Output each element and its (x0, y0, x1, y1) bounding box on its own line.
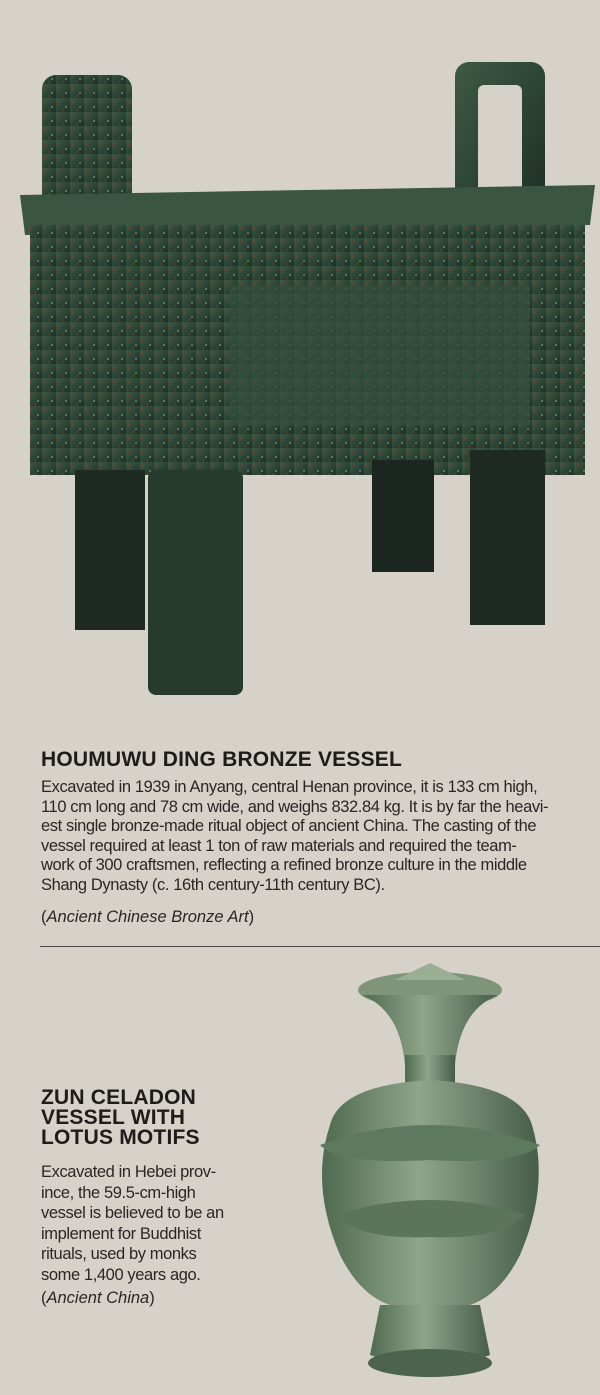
title-line: ZUN CELADON (41, 1086, 197, 1109)
description-line: work of 300 craftsmen, reflecting a refined bronze culture in the middle (41, 856, 527, 875)
artifact2-description (41, 1162, 224, 1285)
zun-celadon-vessel-image (300, 955, 560, 1395)
description-line: Shang Dynasty (c. 16th century-11th century BC). (41, 875, 385, 894)
section-divider (40, 946, 600, 947)
description-line: implement for Buddhist (41, 1224, 201, 1243)
description-line: some 1,400 years ago. (41, 1265, 201, 1284)
title-line: VESSEL WITH (41, 1106, 186, 1129)
description-line: est single bronze-made ritual object of ancient China. The casting of the (41, 817, 537, 836)
description-line: vessel required at least 1 ton of raw materials and required the team- (41, 836, 517, 855)
artifact2-source: (Ancient China) (41, 1289, 155, 1307)
description-line: Excavated in 1939 in Anyang, central Henan province, it is 133 cm high, (41, 778, 538, 796)
description-line: 110 cm long and 78 cm wide, and weighs 832.84 kg. It is by far the heavi- (41, 797, 549, 816)
description-line: Excavated in Hebei prov- (41, 1163, 216, 1181)
artifact1-title: HOUMUWU DING BRONZE VESSEL (41, 748, 403, 771)
description-line: ince, the 59.5-cm-high (41, 1183, 196, 1202)
description-line: rituals, used by monks (41, 1245, 197, 1263)
artifact2-title (41, 1088, 200, 1148)
artifact1-source: (Ancient Chinese Bronze Art) (41, 908, 255, 926)
artifact1-description (41, 778, 548, 896)
title-line: LOTUS MOTIFS (41, 1126, 200, 1149)
description-line: vessel is believed to be an (41, 1204, 224, 1222)
